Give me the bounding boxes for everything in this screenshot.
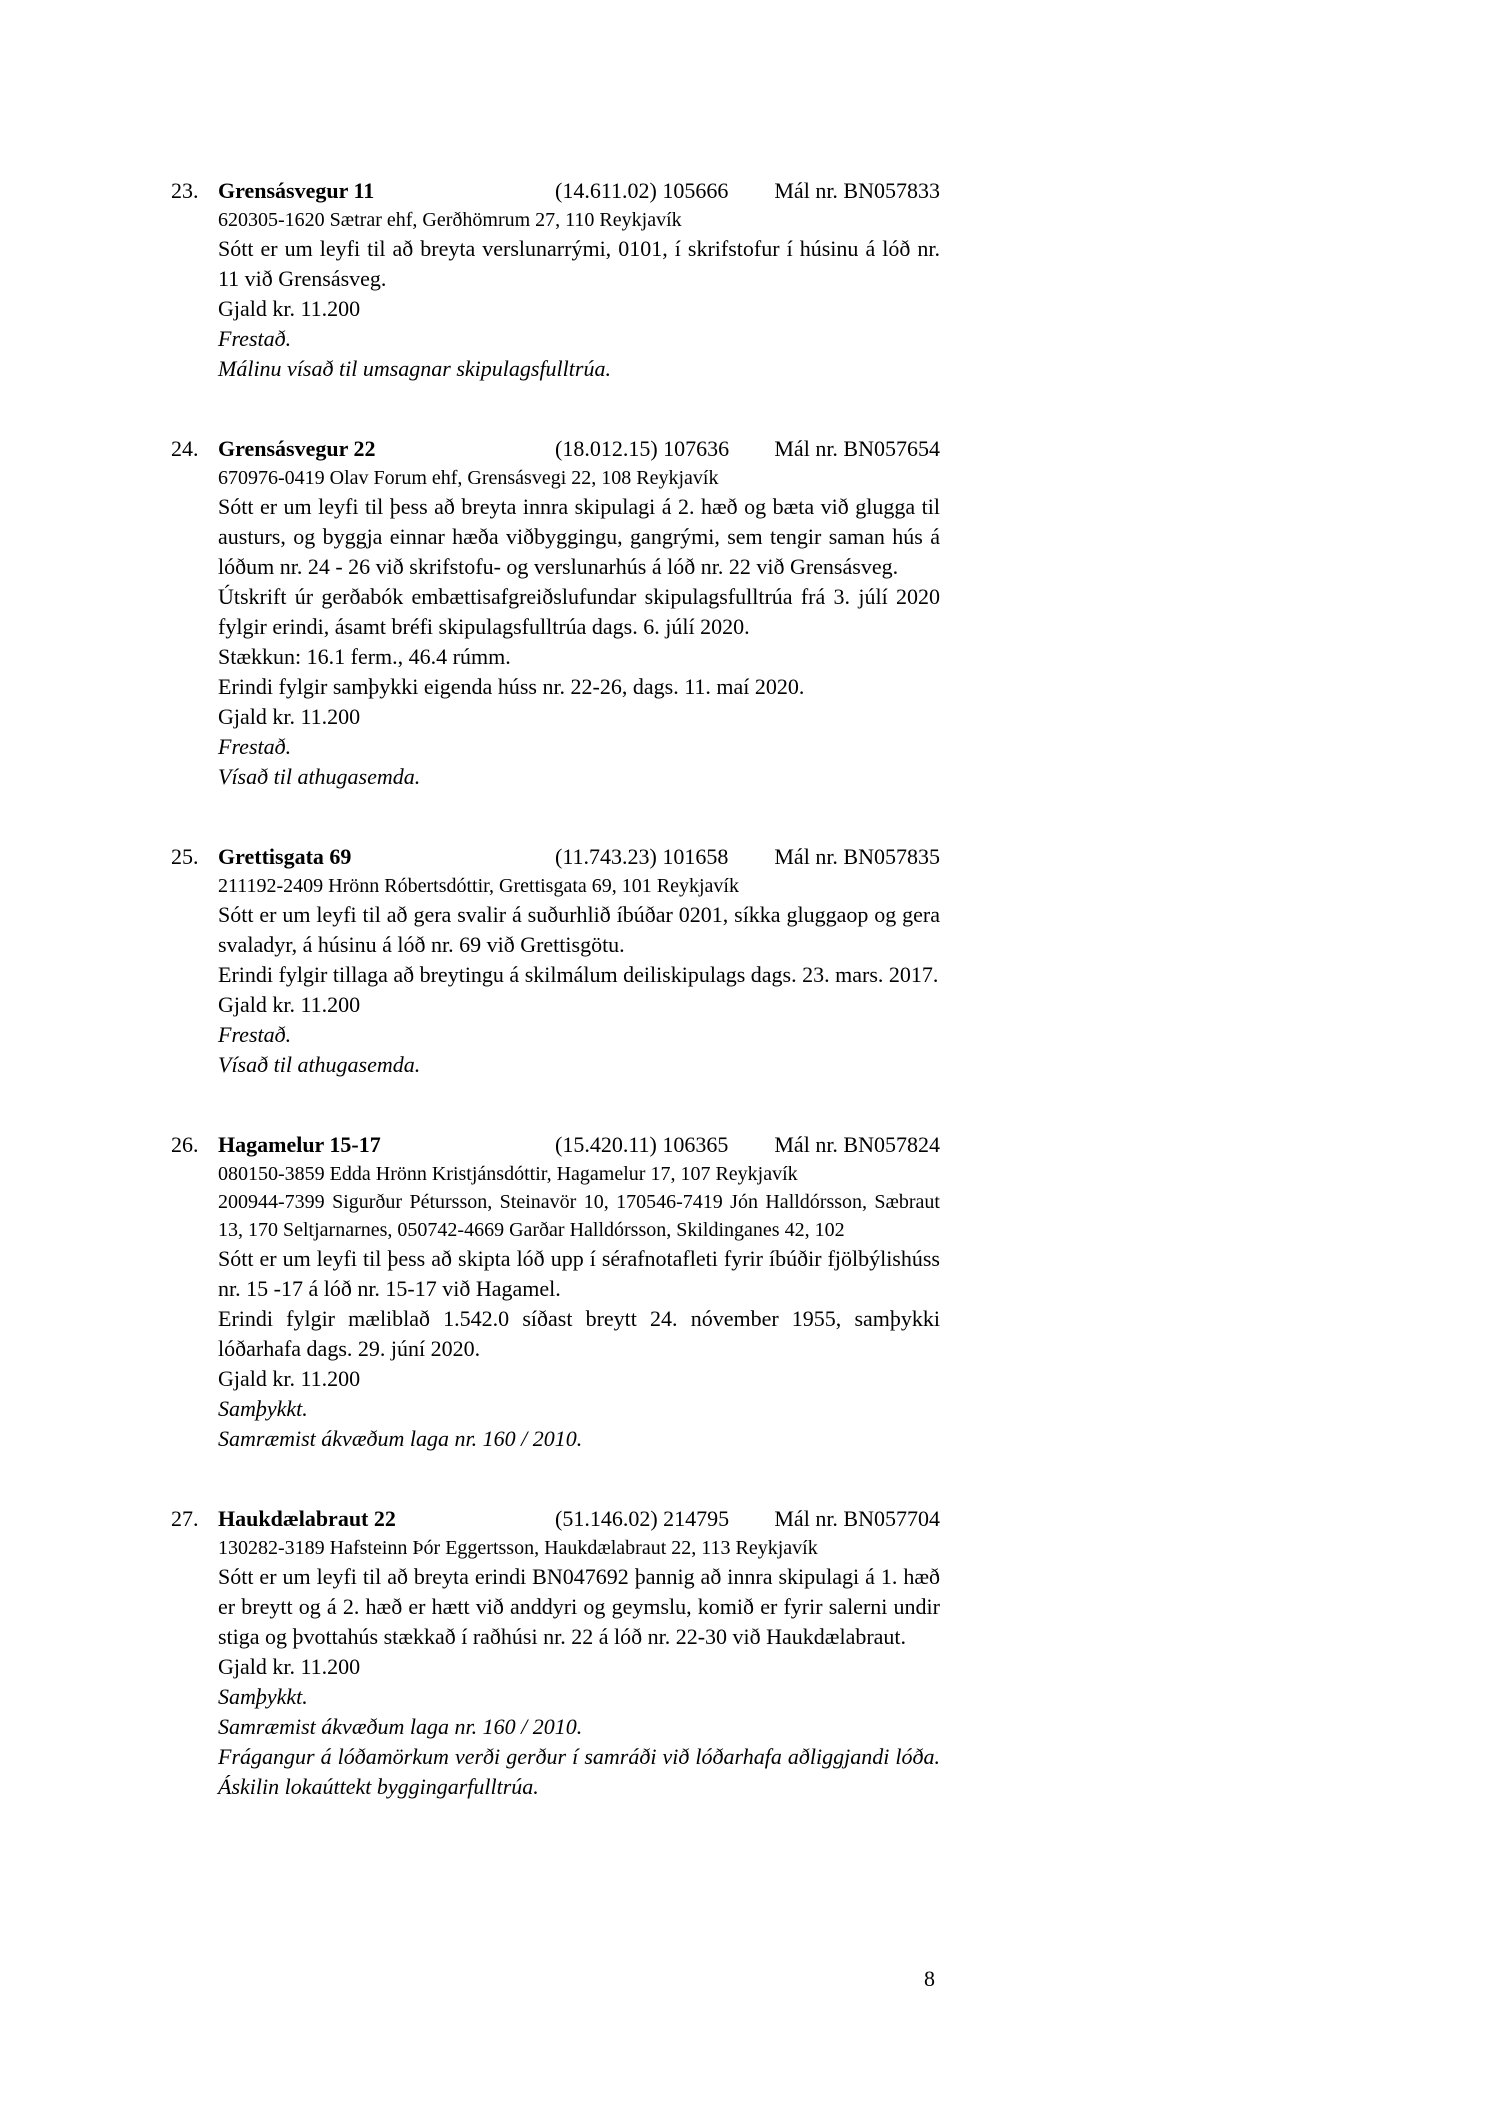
item-case-number: Mál nr. BN057824 (774, 1132, 940, 1157)
applicant-line: 130282-3189 Hafsteinn Þór Eggertsson, Haukdælabraut 22, 113 Reykjavík (218, 1537, 818, 1559)
page-number: 8 (924, 1966, 935, 1991)
item-header (171, 1130, 940, 1160)
body-paragraph: Gjald kr. 11.200 (218, 992, 361, 1017)
applicants-section (218, 872, 940, 900)
applicant-line: 670976-0419 Olav Forum ehf, Grensásvegi 22, 108 Reykjavík (218, 467, 719, 489)
item-body-section (218, 1562, 940, 1682)
agenda-item (171, 434, 940, 792)
item-case-number: Mál nr. BN057654 (774, 436, 940, 461)
item-number: 23. (171, 178, 199, 203)
item-address: Haukdælabraut 22 (218, 1506, 396, 1531)
body-paragraph: Gjald kr. 11.200 (218, 1654, 361, 1679)
body-paragraph: Sótt er um leyfi til þess að breyta innra skipulagi á 2. hæð og bæta við glugga til austurs, og byggja einnar hæða viðbyggingu, gangrými, sem tengir saman hús á lóðum nr. 24 - 26 við skrifstofu- og verslunarhús á lóð nr. 22 við Grensásveg. (218, 494, 940, 579)
applicants-section (218, 1160, 940, 1244)
item-reference-number: (15.420.11) 106365 (555, 1132, 729, 1157)
item-decision-notes (218, 324, 940, 384)
item-case-number: Mál nr. BN057704 (774, 1506, 940, 1531)
applicant-line: 620305-1620 Sætrar ehf, Gerðhömrum 27, 110 Reykjavík (218, 209, 682, 231)
body-paragraph: Sótt er um leyfi til að breyta erindi BN047692 þannig að innra skipulagi á 1. hæð er breytt og á 2. hæð er hætt við anddyri og geymslu, komið er fyrir salerni undir stiga og þvottahús stækkað í raðhúsi nr. 22 á lóð nr. 22-30 við Haukdælabraut. (218, 1564, 940, 1649)
applicants-section (218, 1534, 940, 1562)
decision-note: Frestað. (218, 326, 292, 351)
body-paragraph: Stækkun: 16.1 ferm., 46.4 rúmm. (218, 644, 511, 669)
item-reference-number: (11.743.23) 101658 (555, 844, 729, 869)
decision-note: Málinu vísað til umsagnar skipulagsfulltrúa. (218, 356, 611, 381)
applicants-section (218, 206, 940, 234)
item-body-section (218, 900, 940, 1020)
body-paragraph: Gjald kr. 11.200 (218, 296, 361, 321)
item-address: Grensásvegur 22 (218, 436, 376, 461)
item-decision-notes (218, 1020, 940, 1080)
item-body-section (218, 234, 940, 324)
body-paragraph: Sótt er um leyfi til að breyta verslunarrými, 0101, í skrifstofur í húsinu á lóð nr. 11 við Grensásveg. (218, 236, 940, 291)
agenda-item (171, 1504, 940, 1802)
item-body-section (218, 1244, 940, 1394)
body-paragraph: Erindi fylgir samþykki eigenda húss nr. 22-26, dags. 11. maí 2020. (218, 674, 805, 699)
item-number: 26. (171, 1132, 199, 1157)
decision-note: Samræmist ákvæðum laga nr. 160 / 2010. (218, 1714, 583, 1739)
decision-note: Frágangur á lóðamörkum verði gerður í samráði við lóðarhafa aðliggjandi lóða. Áskilin lokaúttekt byggingarfulltrúa. (218, 1744, 940, 1799)
item-number: 27. (171, 1506, 199, 1531)
body-paragraph: Erindi fylgir mæliblað 1.542.0 síðast breytt 24. nóvember 1955, samþykki lóðarhafa dags. 29. júní 2020. (218, 1306, 940, 1361)
item-address: Grettisgata 69 (218, 844, 352, 869)
item-header (171, 434, 940, 464)
agenda-items-list (171, 176, 940, 1852)
item-reference-number: (14.611.02) 105666 (555, 178, 729, 203)
decision-note: Frestað. (218, 734, 292, 759)
agenda-item (171, 842, 940, 1080)
body-paragraph: Sótt er um leyfi til þess að skipta lóð upp í sérafnotafleti fyrir íbúðir fjölbýlishúss nr. 15 -17 á lóð nr. 15-17 við Hagamel. (218, 1246, 940, 1301)
item-decision-notes (218, 732, 940, 792)
decision-note: Vísað til athugasemda. (218, 764, 421, 789)
decision-note: Samþykkt. (218, 1684, 308, 1709)
item-header (171, 842, 940, 872)
applicant-line: 200944-7399 Sigurður Pétursson, Steinavör 10, 170546-7419 Jón Halldórsson, Sæbraut 13, 170 Seltjarnarnes, 050742-4669 Garðar Halldórsson, Skildinganes 42, 102 (218, 1191, 940, 1241)
decision-note: Samþykkt. (218, 1396, 308, 1421)
item-number: 25. (171, 844, 199, 869)
body-paragraph: Gjald kr. 11.200 (218, 1366, 361, 1391)
decision-note: Frestað. (218, 1022, 292, 1047)
applicant-line: 211192-2409 Hrönn Róbertsdóttir, Grettisgata 69, 101 Reykjavík (218, 875, 739, 897)
body-paragraph: Erindi fylgir tillaga að breytingu á skilmálum deiliskipulags dags. 23. mars. 2017. (218, 962, 939, 987)
item-body-section (218, 492, 940, 732)
item-address: Grensásvegur 11 (218, 178, 375, 203)
item-address: Hagamelur 15-17 (218, 1132, 381, 1157)
item-case-number: Mál nr. BN057833 (774, 178, 940, 203)
applicant-line: 080150-3859 Edda Hrönn Kristjánsdóttir, Hagamelur 17, 107 Reykjavík (218, 1163, 798, 1185)
decision-note: Vísað til athugasemda. (218, 1052, 421, 1077)
applicants-section (218, 464, 940, 492)
item-case-number: Mál nr. BN057835 (774, 844, 940, 869)
agenda-item (171, 1130, 940, 1454)
item-decision-notes (218, 1682, 940, 1802)
body-paragraph: Sótt er um leyfi til að gera svalir á suðurhlið íbúðar 0201, síkka gluggaop og gera svaladyr, á húsinu á lóð nr. 69 við Grettisgötu. (218, 902, 940, 957)
item-header (171, 176, 940, 206)
body-paragraph: Útskrift úr gerðabók embættisafgreiðslufundar skipulagsfulltrúa frá 3. júlí 2020 fylgir erindi, ásamt bréfi skipulagsfulltrúa dags. 6. júlí 2020. (218, 584, 940, 639)
body-paragraph: Gjald kr. 11.200 (218, 704, 361, 729)
item-reference-number: (18.012.15) 107636 (555, 436, 730, 461)
item-decision-notes (218, 1394, 940, 1454)
item-number: 24. (171, 436, 199, 461)
agenda-item (171, 176, 940, 384)
item-reference-number: (51.146.02) 214795 (555, 1506, 730, 1531)
item-header (171, 1504, 940, 1534)
decision-note: Samræmist ákvæðum laga nr. 160 / 2010. (218, 1426, 583, 1451)
